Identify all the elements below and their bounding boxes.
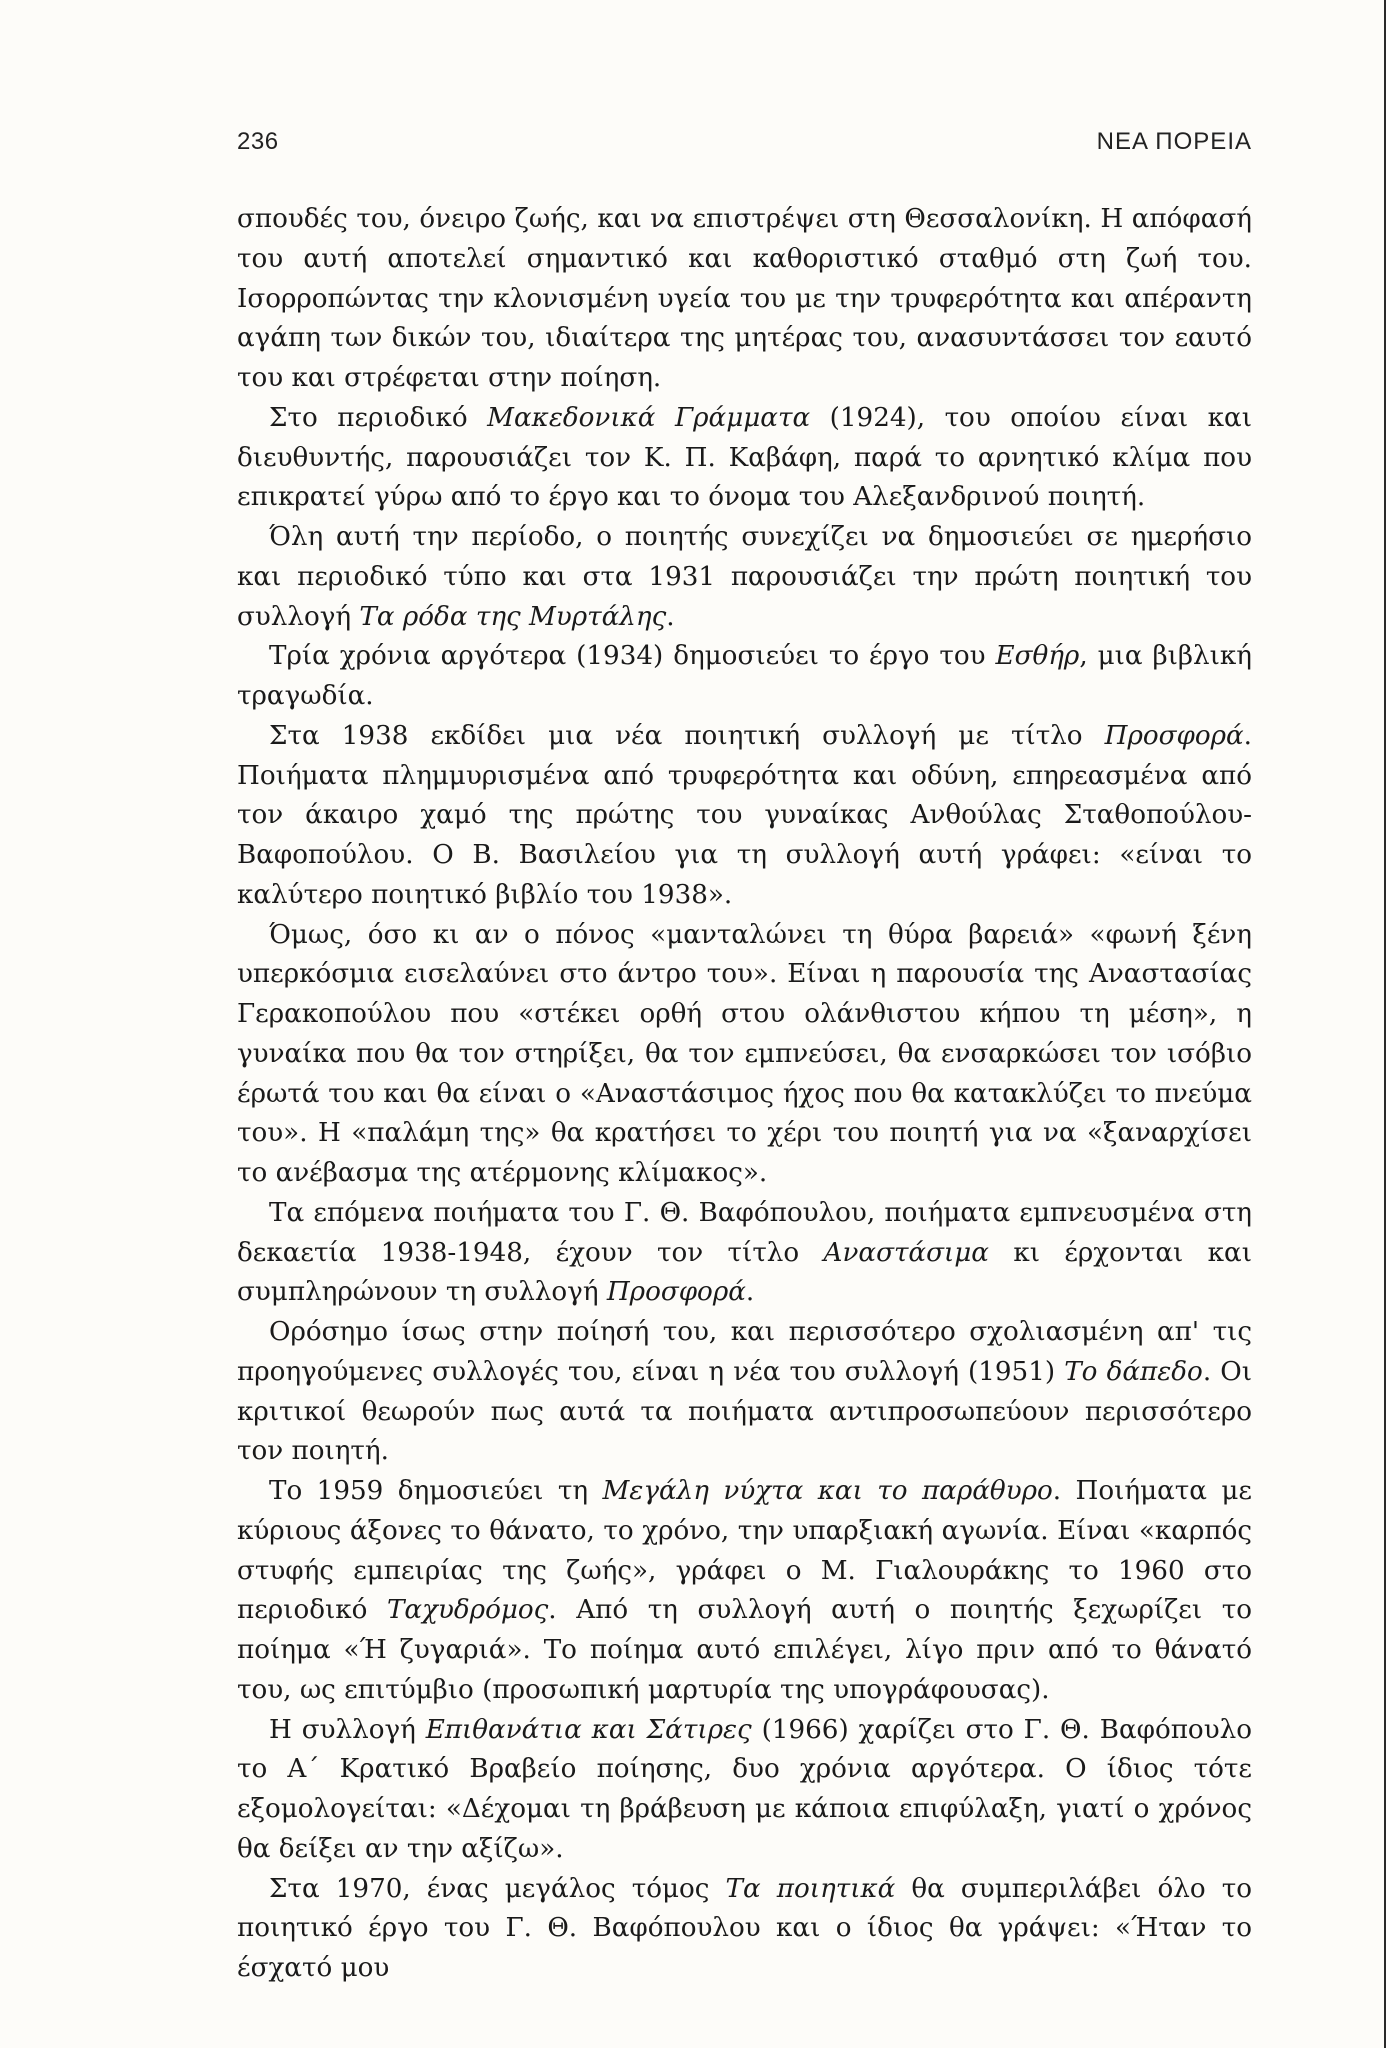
italic-title: Μακεδονικά Γράμματα — [487, 402, 811, 433]
text-run: Όλη αυτή την περίοδο, ο ποιητής συνεχίζει να δημοσιεύει σε ημερήσιο και περιοδικό τύπο και στα 1931 παρουσιάζει την πρώτη ποιητική του συλλογή — [237, 522, 1252, 632]
paragraph — [237, 637, 1252, 717]
paragraph — [237, 1711, 1252, 1870]
italic-title: Το δάπεδο — [1064, 1356, 1203, 1387]
italic-title: Τα ποιητικά — [725, 1873, 896, 1904]
paragraph — [237, 1194, 1252, 1313]
paragraph — [237, 916, 1252, 1194]
text-run: . — [745, 1277, 755, 1308]
italic-title: Επιθανάτια και Σάτιρες — [425, 1714, 752, 1745]
text-run: Το 1959 δημοσιεύει τη — [269, 1476, 603, 1506]
running-title: ΝΕΑ ΠΟΡΕΙΑ — [1096, 128, 1252, 155]
text-run: Στα 1970, ένας μεγάλος τόμος — [269, 1873, 726, 1904]
italic-title: Τα ρόδα της Μυρτάλης — [359, 601, 667, 632]
italic-title: Αναστάσιμα — [823, 1237, 989, 1268]
italic-title: Ταχυδρόμος — [386, 1595, 549, 1626]
page-number: 236 — [237, 128, 279, 155]
italic-title: Εσθήρ — [995, 641, 1080, 672]
page-header — [237, 128, 1252, 156]
text-run: , μια βιβλική τραγωδία. — [237, 641, 1252, 711]
text-run: Τα επόμενα ποιήματα του Γ. Θ. Βαφόπουλου, ποιήματα εμπνευσμένα στη δεκαετία 1938-1948, έχουν τον τίτλο — [237, 1197, 1252, 1268]
paragraph — [237, 1870, 1252, 1989]
paragraph — [237, 717, 1252, 916]
italic-title: Μεγάλη νύχτα και το παράθυρο — [602, 1476, 1053, 1506]
italic-title: Προσφορά — [1104, 720, 1244, 751]
italic-title: Προσφορά — [606, 1277, 746, 1308]
text-run: Ορόσημο ίσως στην ποίησή του, και περισσότερο σχολιασμένη απ' τις προηγούμενες συλλογές του, είναι η νέα του συλλογή (1951) — [237, 1317, 1252, 1387]
paragraph — [237, 1313, 1252, 1472]
text-run: θα συμπεριλάβει όλο το ποιητικό έργο του Γ. Θ. Βαφόπουλου και ο ίδιος θα γράψει: «Ήταν το έσχατό μου — [237, 1873, 1252, 1983]
body-text — [237, 200, 1252, 1989]
text-run: (1966) χαρίζει στο Γ. Θ. Βαφόπουλο το Α΄ Κρατικό Βραβείο ποίησης, δυο χρόνια αργότερα. Ο ίδιος τότε εξομολογείται: «Δέχομαι τη βράβευση με κάποια επιφύλαξη, γιατί ο χρόνος θα δείξει αν την αξίζω». — [237, 1714, 1252, 1864]
text-run: Στα 1938 εκδίδει μια νέα ποιητική συλλογή με τίτλο — [269, 720, 1105, 751]
paragraph — [237, 399, 1252, 518]
text-run: . Ποιήματα με κύριους άξονες το θάνατο, το χρόνο, την υπαρξιακή αγωνία. Είναι «καρπός στυφής εμπειρίας της ζωής», γράφει ο Μ. Γιαλουράκης το 1960 στο περιοδικό — [237, 1476, 1252, 1626]
text-run: . Οι κριτικοί θεωρούν πως αυτά τα ποιήματα αντιπροσωπεύουν περισσότερο τον ποιητή. — [237, 1356, 1252, 1467]
text-run: Στο περιοδικό — [269, 402, 488, 433]
paragraph — [237, 518, 1252, 637]
paragraph — [237, 1472, 1252, 1711]
text-run: . Από τη συλλογή αυτή ο ποιητής ξεχωρίζει το ποίημα «Ή ζυγαριά». Το ποίημα αυτό επιλέγει, λίγο πριν από το θάνατό του, ως επιτύμβιο (προσωπική μαρτυρία της υπογράφουσας). — [237, 1595, 1252, 1705]
text-run: κι έρχονται και συμπληρώνουν τη συλλογή — [237, 1237, 1252, 1308]
text-run: Όμως, όσο κι αν ο πόνος «μανταλώνει τη θύρα βαρειά» «φωνή ξένη υπερκόσμια εισελαύνει στο άντρο του». Είναι η παρουσία της Αναστασίας Γερακοπούλου που «στέκει ορθή στου ολάνθιστου κήπου τη μέση», η γυναίκα που θα τον στηρίξει, θα τον εμπνεύσει, θα ενσαρκώσει τον ισόβιο έρωτά του και θα είναι ο «Αναστάσιμος ήχος που θα κατακλύζει το πνεύμα του». Η «παλάμη της» θα κρατήσει το χέρι του ποιητή για να «ξαναρχίσει το ανέβασμα της ατέρμονης κλίμακος». — [237, 919, 1252, 1188]
paragraph — [237, 200, 1252, 399]
text-run: Η συλλογή — [269, 1714, 426, 1745]
text-run: . — [666, 601, 675, 632]
text-run: (1924), του οποίου είναι και διευθυντής, παρουσιάζει τον Κ. Π. Καβάφη, παρά το αρνητικό κλίμα που επικρατεί γύρω από το έργο και το όνομα του Αλεξανδρινού ποιητή. — [237, 402, 1252, 513]
text-run: Τρία χρόνια αργότερα (1934) δημοσιεύει το έργο του — [269, 641, 996, 672]
text-run: σπουδές του, όνειρο ζωής, και να επιστρέψει στη Θεσσαλονίκη. Η απόφασή του αυτή αποτελεί σημαντικό και καθοριστικό σταθμό στη ζωή του. Ισορροπώντας την κλονισμένη υγεία του με την τρυφερότητα και απέραντη αγάπη των δικών του, ιδιαίτερα της μητέρας του, ανασυντάσσει τον εαυτό του και στρέφεται στην ποίηση. — [237, 204, 1252, 393]
text-run: . Ποιήματα πλημμυρισμένα από τρυφερότητα και οδύνη, επηρεασμένα από τον άκαιρο χαμό της πρώτης του γυναίκας Ανθούλας Σταθοπούλου-Βαφοπούλου. Ο Β. Βασιλείου για τη συλλογή αυτή γράφει: «είναι το καλύτερο ποιητικό βιβλίο του 1938». — [237, 720, 1252, 910]
